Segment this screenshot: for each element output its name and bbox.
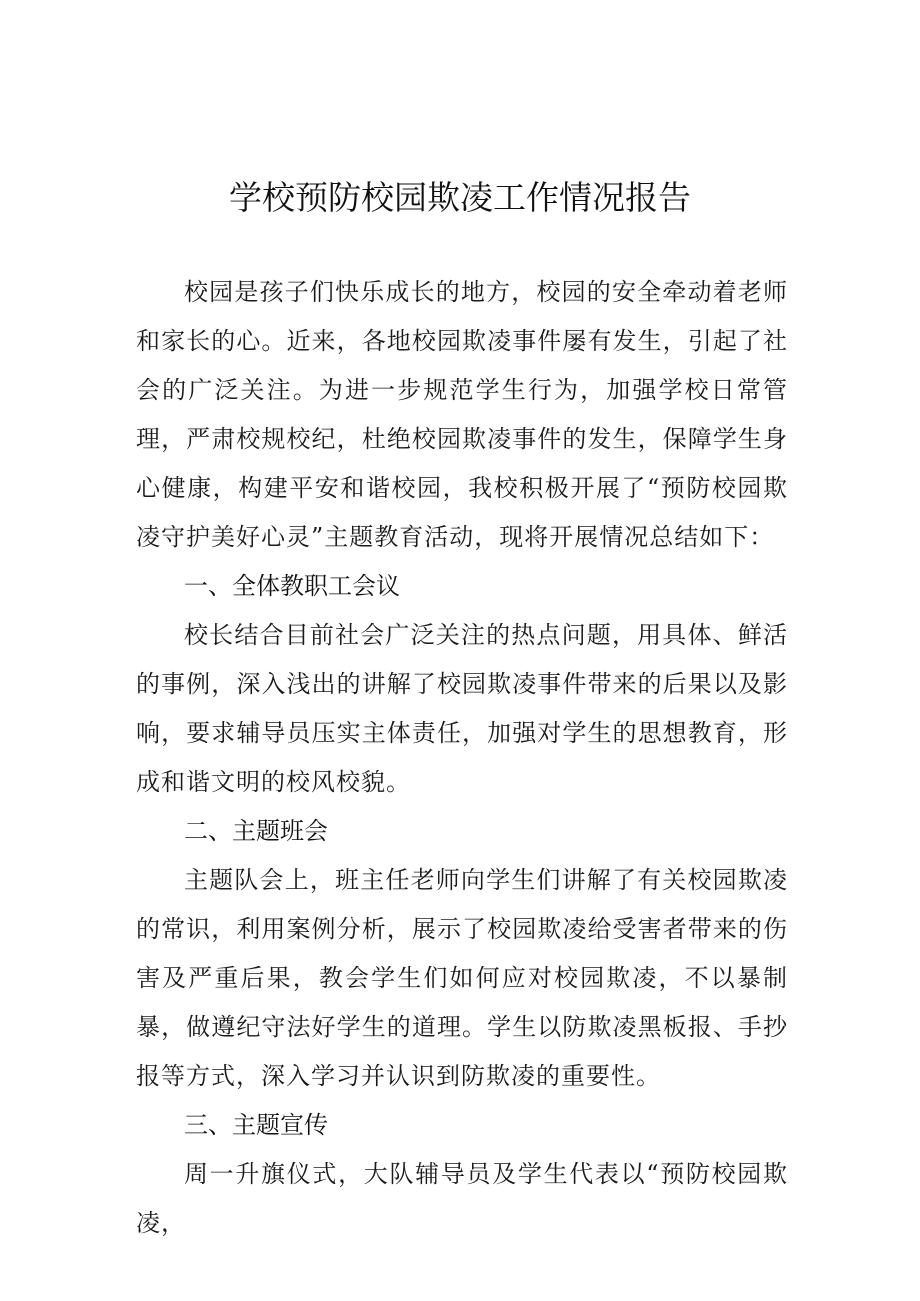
- section-paragraph-class-meeting: 主题队会上，班主任老师向学生们讲解了有关校园欺凌的常识，利用案例分析，展示了校园欺凌给受害者带来的伤害及严重后果，教会学生们如何应对校园欺凌，不以暴制暴，做遵纪守法好学生的道理。学生以防欺凌黑板报、手抄报等方式，深入学习并认识到防欺凌的重要性。: [136, 866, 788, 1090]
- intro-paragraph: 校园是孩子们快乐成长的地方，校园的安全牵动着老师和家长的心。近来，各地校园欺凌事件屡有发生，引起了社会的广泛关注。为进一步规范学生行为，加强学校日常管理，严肃校规校纪，杜绝校园欺凌事件的发生，保障学生身心健康，构建平安和谐校园，我校积极开展了“预防校园欺凌守护美好心灵”主题教育活动，现将开展情况总结如下：: [136, 278, 788, 551]
- document-body: [136, 268, 788, 1248]
- document-title: 学校预防校园欺凌工作情况报告: [229, 178, 691, 217]
- section-heading-staff-meeting: 一、全体教职工会议: [184, 572, 400, 600]
- section-paragraph-staff-meeting: 校长结合目前社会广泛关注的热点问题，用具体、鲜活的事例，深入浅出的讲解了校园欺凌事件带来的后果以及影响，要求辅导员压实主体责任，加强对学生的思想教育，形成和谐文明的校风校貌。: [136, 621, 788, 796]
- section-heading-publicity: 三、主题宣传: [184, 1111, 328, 1139]
- section-paragraph-publicity: 周一升旗仪式，大队辅导员及学生代表以“预防校园欺凌，: [136, 1160, 788, 1237]
- section-heading-class-meeting: 二、主题班会: [184, 817, 328, 845]
